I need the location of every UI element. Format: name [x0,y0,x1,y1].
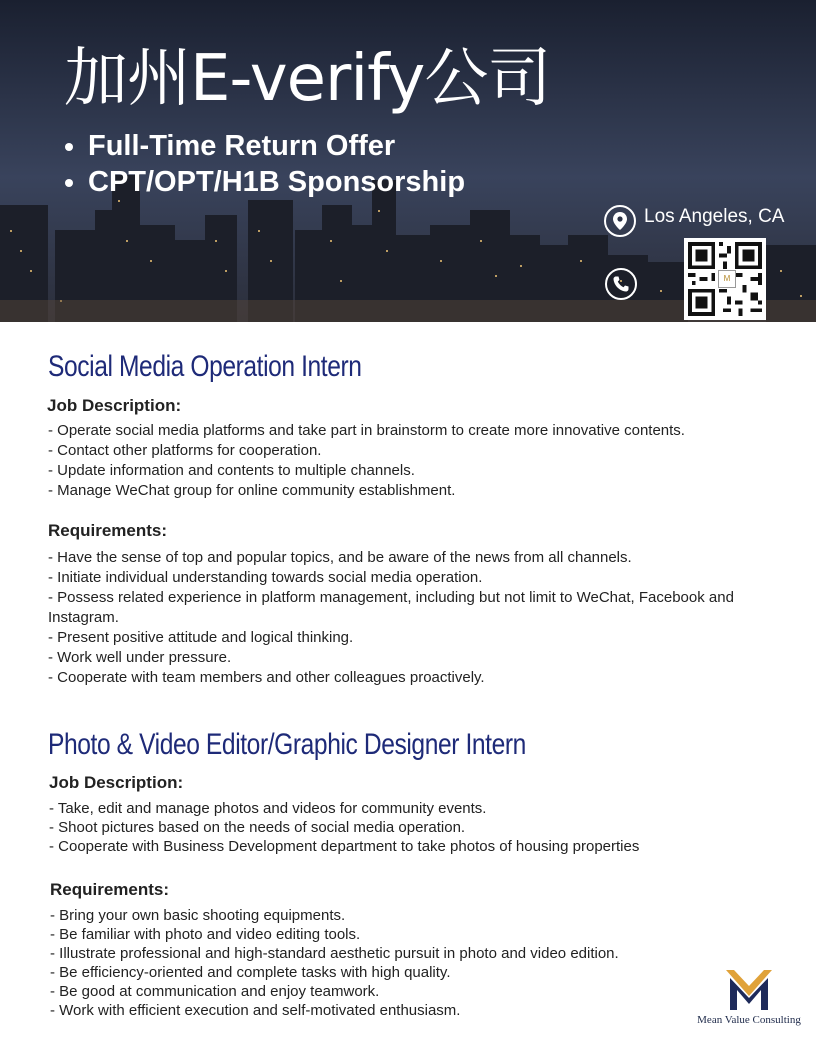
mean-value-logo-icon [690,966,808,1014]
hero-banner [0,0,816,322]
logo-caption: Mean Value Consulting [697,1014,801,1026]
benefit-item: • CPT/OPT/H1B Sponsorship [88,164,465,200]
location-pin-icon [604,205,636,237]
list-item: - Work well under pressure. [48,649,232,666]
job-description-heading: Job Description: [47,396,182,415]
requirements-heading: Requirements: [50,880,170,899]
qr-code [684,238,766,320]
list-item: - Initiate individual understanding towards social media operation. [48,569,483,586]
list-item: - Be familiar with photo and video editing tools. [50,926,361,943]
list-item: - Have the sense of top and popular topics, and be aware of the news from all channels. [48,549,632,566]
requirements-heading: Requirements: [48,521,168,540]
list-item: - Contact other platforms for cooperation. [48,442,322,459]
job-description-list [48,421,768,501]
list-item: - Possess related experience in platform management, including but not limit to WeChat, Facebook and Instagram. [48,589,734,626]
qr-logo-icon: M [718,270,736,288]
job-description-list [49,799,769,856]
list-item: - Illustrate professional and high-standard aesthetic pursuit in photo and video edition. [50,945,619,962]
requirements-list [50,906,770,1020]
list-item: - Work with efficient execution and self-motivated enthusiasm. [50,1002,461,1019]
list-item: - Operate social media platforms and take part in brainstorm to create more innovative contents. [48,422,685,439]
job-description-heading: Job Description: [49,773,184,792]
job-title-photo-video: Photo & Video Editor/Graphic Designer Intern [48,728,526,761]
location-text: Los Angeles, CA [644,206,785,227]
page-title: 加州E-verify公司 [64,42,551,116]
benefits-list [62,128,465,200]
list-item: - Manage WeChat group for online community establishment. [48,482,456,499]
list-item: - Bring your own basic shooting equipments. [50,907,346,924]
requirements-list [48,548,758,688]
list-item: - Be efficiency-oriented and complete tasks with high quality. [50,964,451,981]
phone-icon[interactable] [605,268,637,300]
list-item: - Shoot pictures based on the needs of social media operation. [49,819,466,836]
list-item: - Update information and contents to multiple channels. [48,462,415,479]
company-logo [690,966,808,1032]
list-item: - Take, edit and manage photos and videos for community events. [49,800,487,817]
benefit-item: • Full-Time Return Offer [88,128,465,164]
job-title-social-media: Social Media Operation Intern [48,350,362,383]
list-item: - Present positive attitude and logical thinking. [48,629,354,646]
list-item: - Cooperate with Business Development department to take photos of housing properties [49,838,640,855]
list-item: - Be good at communication and enjoy teamwork. [50,983,380,1000]
list-item: - Cooperate with team members and other colleagues proactively. [48,669,485,686]
